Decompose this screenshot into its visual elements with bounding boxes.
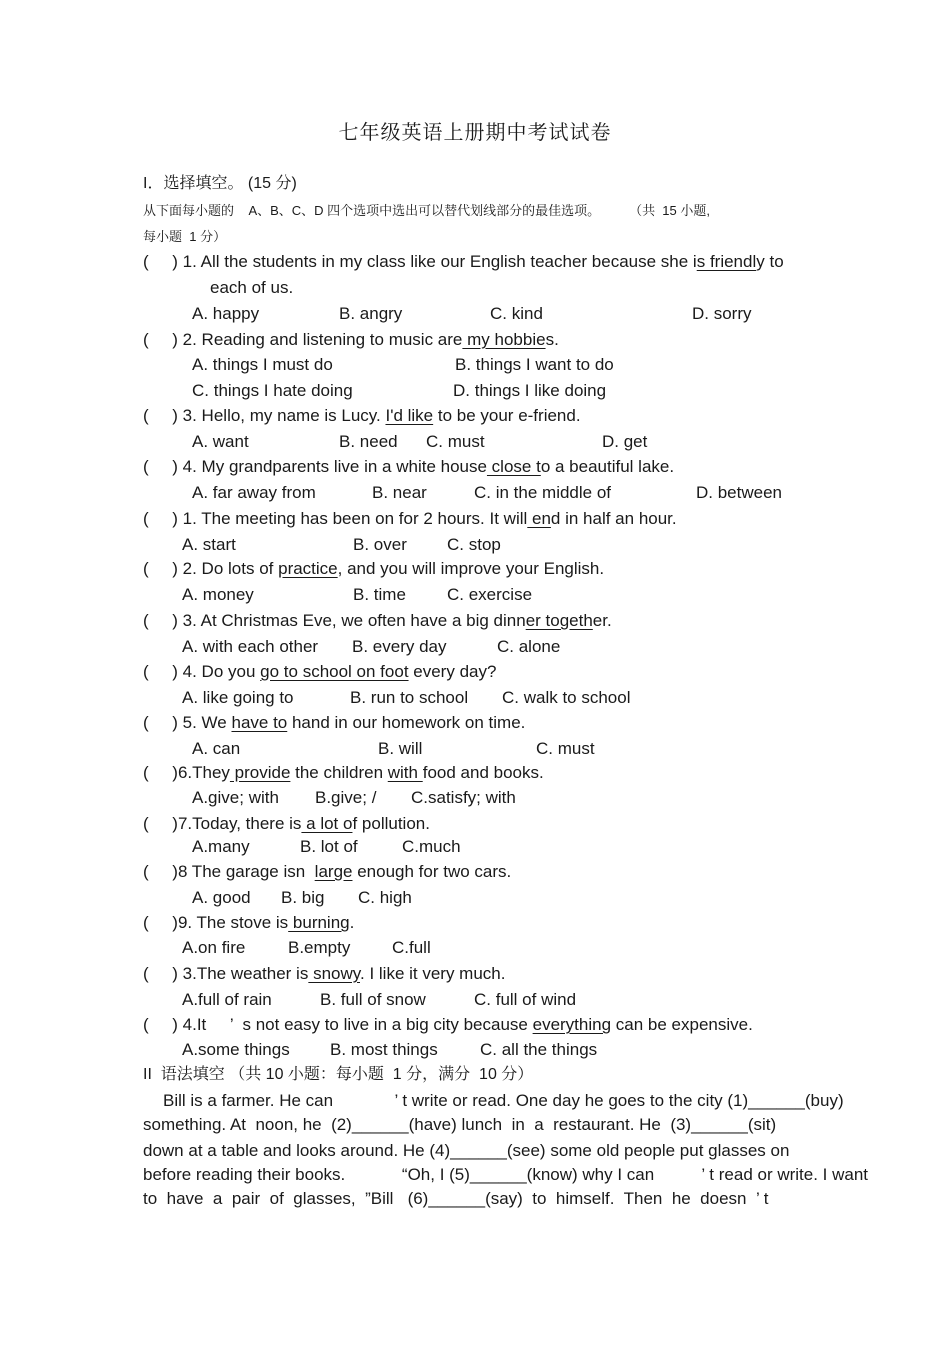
question-text: ( ) 4.It ’ s not easy to live in a big city because <box>143 1015 533 1034</box>
underlined-phrase: er togeth <box>525 611 593 630</box>
question-1b <box>143 509 677 529</box>
question-text: o a beautiful lake. <box>540 457 675 476</box>
option-c: C.full <box>392 938 431 957</box>
question-4 <box>143 457 674 477</box>
question-text: ( )6.They <box>143 763 230 782</box>
question-5 <box>143 713 525 733</box>
option-b: B.give; / <box>315 788 377 807</box>
passage-line: Bill is a farmer. He can ’ t write or read. One day he goes to the city (1)______(buy) <box>163 1091 844 1110</box>
question-4b <box>143 662 496 682</box>
option-a: A.some things <box>182 1040 290 1059</box>
option-b: B. over <box>353 535 407 554</box>
passage-line: to have a pair of glasses, ”Bill (6)______(say) to himself. Then he doesn ’ t <box>143 1189 769 1208</box>
option-d: D. between <box>696 483 782 502</box>
question-text: d in half an hour. <box>550 509 677 528</box>
section-1-instruction: 从下面每小题的 A、B、C、D 四个选项中选出可以替代划线部分的最佳选项。 （共 15 小题, <box>143 203 710 218</box>
option-d: D. get <box>602 432 648 451</box>
option-b: B. lot of <box>300 837 358 856</box>
question-text: y to <box>756 252 784 271</box>
option-a: A. want <box>192 432 249 451</box>
underlined-phrase: practice <box>278 559 338 578</box>
question-text: ( ) 3. At Christmas Eve, we often have a big dinn <box>143 611 526 630</box>
question-text: the children <box>290 763 388 782</box>
question-text: f pollution. <box>352 814 430 833</box>
question-1 <box>143 252 784 272</box>
option-a: A. start <box>182 535 236 554</box>
option-b: B. big <box>281 888 325 907</box>
option-b: B. full of snow <box>320 990 426 1009</box>
underlined-phrase: everything <box>532 1015 612 1034</box>
section-1-instruction-cont: 每小题 1 分） <box>143 229 227 244</box>
option-b: B. need <box>339 432 398 451</box>
section-1-heading: I．选择填空。 (15 分) <box>143 175 297 192</box>
option-c: C. high <box>358 888 412 907</box>
question-text: ( )8 The garage isn <box>143 862 315 881</box>
question-9 <box>143 913 354 933</box>
option-a: A. good <box>192 888 251 907</box>
option-a: A.on fire <box>182 938 246 957</box>
underlined-phrase: close t <box>486 457 541 476</box>
question-text: food and books. <box>422 763 544 782</box>
option-c: C. all the things <box>480 1040 598 1059</box>
option-b: B.empty <box>288 938 351 957</box>
question-text: . I like it very much. <box>360 964 506 983</box>
option-b: B. angry <box>339 304 403 323</box>
question-text: , and you will improve your English. <box>337 559 605 578</box>
option-c: C.satisfy; with <box>411 788 516 807</box>
underlined-phrase: en <box>527 509 551 528</box>
option-c: C. stop <box>447 535 501 554</box>
underlined-phrase: go to school on foot <box>260 662 409 681</box>
option-c: C. kind <box>490 304 543 323</box>
question-3 <box>143 406 581 426</box>
question-text: enough for two cars. <box>352 862 512 881</box>
question-6 <box>143 763 544 783</box>
passage-line: something. At noon, he (2)______(have) lunch in a restaurant. He (3)______(sit) <box>143 1115 777 1134</box>
option-c: C. exercise <box>447 585 533 604</box>
option-a: A. far away from <box>192 483 316 502</box>
option-a: A. can <box>192 739 241 758</box>
question-text: ( ) 1. All the students in my class like our English teacher because she i <box>143 252 697 271</box>
option-c: C. walk to school <box>502 688 631 707</box>
question-text: ( ) 2. Do lots of <box>143 559 279 578</box>
option-c: C. things I hate doing <box>192 381 353 400</box>
question-text: to be your e-friend. <box>433 406 581 425</box>
question-text: s. <box>545 330 559 349</box>
question-text: ( ) 1. The meeting has been on for 2 hours. It will <box>143 509 528 528</box>
underlined-phrase: s friendl <box>696 252 757 271</box>
question-2b <box>143 559 604 579</box>
underlined-phrase: large <box>314 862 353 881</box>
question-text: ( ) 4. Do you <box>143 662 261 681</box>
option-a: A. money <box>182 585 254 604</box>
option-c: C.much <box>402 837 461 856</box>
option-c: C. in the middle of <box>474 483 612 502</box>
option-a: A.many <box>192 837 250 856</box>
question-text: ( ) 4. My grandparents live in a white house <box>143 457 487 476</box>
passage-line: before reading their books. “Oh, I (5)______(know) why I can ’ t read or write. I want <box>143 1165 869 1184</box>
option-b: B. time <box>353 585 406 604</box>
option-b: B. will <box>378 739 423 758</box>
option-a: A.full of rain <box>182 990 272 1009</box>
question-3c <box>143 964 505 984</box>
question-text: . <box>349 913 355 932</box>
option-b: B. most things <box>330 1040 438 1059</box>
option-c: C. must <box>426 432 485 451</box>
question-text: ( ) 3.The weather is <box>143 964 309 983</box>
option-a: A. happy <box>192 304 260 323</box>
underlined-phrase: have to <box>231 713 288 732</box>
question-text: ( )9. The stove is <box>143 913 289 932</box>
option-a: A. like going to <box>182 688 294 707</box>
underlined-phrase: with <box>387 763 423 782</box>
option-b: B. every day <box>352 637 447 656</box>
section-2-heading: II 语法填空 （共 10 小题：每小题 1 分，满分 10 分） <box>143 1066 534 1083</box>
option-c: C. must <box>536 739 595 758</box>
question-text: hand in our homework on time. <box>287 713 526 732</box>
option-b: B. things I want to do <box>455 355 614 374</box>
page-title: 七年级英语上册期中考试试卷 <box>338 120 612 144</box>
passage-line: down at a table and looks around. He (4)______(see) some old people put glasses on <box>143 1141 790 1160</box>
question-4c <box>143 1015 753 1035</box>
question-text: every day? <box>408 662 497 681</box>
underlined-phrase: my hobbie <box>462 330 546 349</box>
question-text: can be expensive. <box>611 1015 753 1034</box>
underlined-phrase: provide <box>229 763 291 782</box>
question-1-continuation: each of us. <box>210 278 294 297</box>
question-text: ( ) 5. We <box>143 713 232 732</box>
option-c: C. alone <box>497 637 561 656</box>
question-8 <box>143 862 511 882</box>
question-3b <box>143 611 612 631</box>
question-text: ( )7.Today, there is <box>143 814 302 833</box>
underlined-phrase: a lot o <box>301 814 353 833</box>
option-a: A.give; with <box>192 788 279 807</box>
question-text: er. <box>592 611 612 630</box>
option-d: D. sorry <box>692 304 752 323</box>
option-b: B. near <box>372 483 427 502</box>
underlined-phrase: burning <box>288 913 350 932</box>
option-a: A. things I must do <box>192 355 333 374</box>
question-7 <box>143 814 430 834</box>
question-text: ( ) 3. Hello, my name is Lucy. <box>143 406 386 425</box>
option-a: A. with each other <box>182 637 319 656</box>
underlined-phrase: I'd like <box>385 406 434 425</box>
option-d: D. things I like doing <box>453 381 607 400</box>
option-c: C. full of wind <box>474 990 577 1009</box>
option-b: B. run to school <box>350 688 469 707</box>
underlined-phrase: snowy <box>308 964 360 983</box>
question-2 <box>143 330 559 350</box>
question-text: ( ) 2. Reading and listening to music are <box>143 330 463 349</box>
